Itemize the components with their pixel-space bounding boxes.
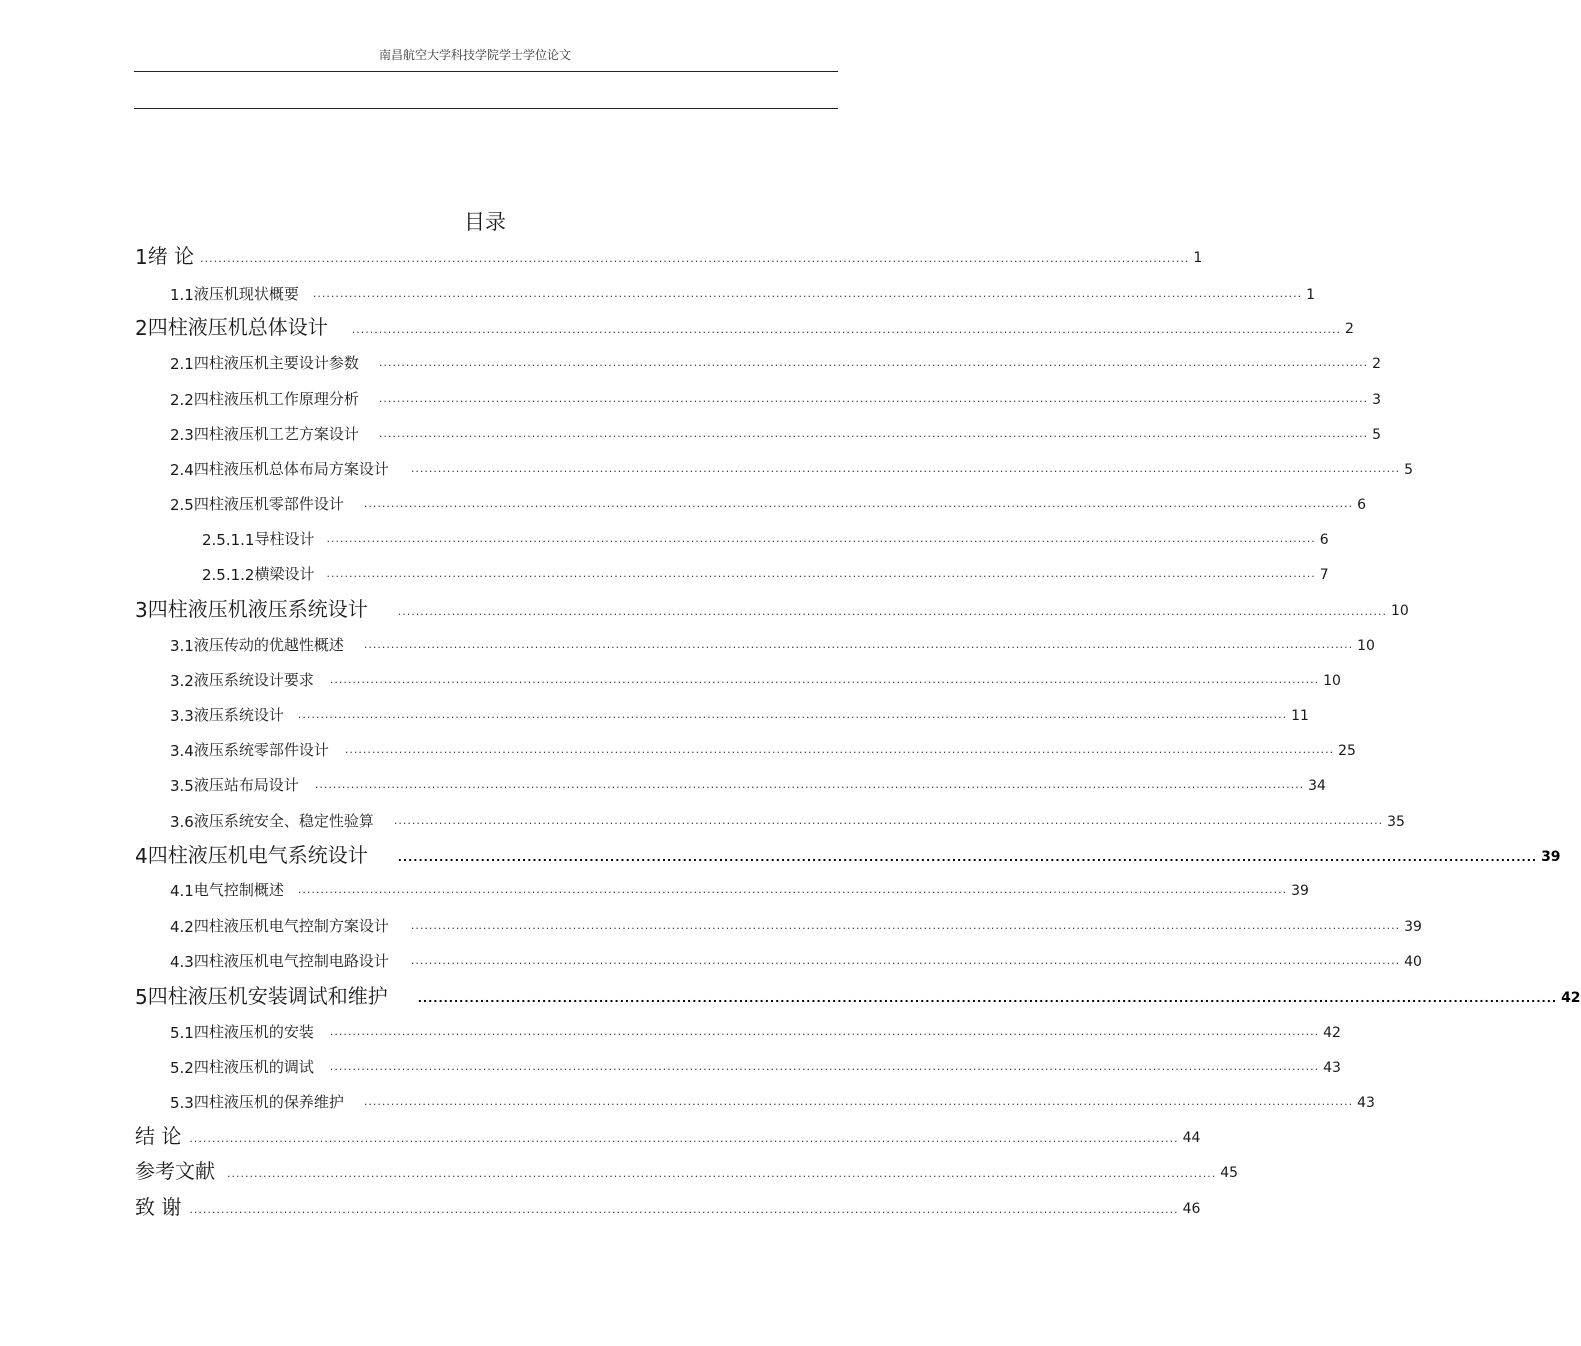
toc-entry-number: 3.1 bbox=[170, 637, 194, 655]
dot-leader: ............................................................................................................................................................................................................................ bbox=[363, 497, 1354, 510]
toc-entry-number: 3.5 bbox=[170, 777, 194, 795]
toc-entry-page: 46 bbox=[1182, 1201, 1201, 1217]
toc-entry-label: 四柱液压机安装调试和维护 bbox=[147, 984, 388, 1008]
toc-entry-label: 四柱液压机电气控制电路设计 bbox=[193, 952, 389, 970]
toc-entry-number: 3.6 bbox=[170, 813, 194, 831]
toc-entry-label: 致 谢 bbox=[135, 1195, 182, 1219]
toc-entry-page: 5 bbox=[1372, 427, 1382, 443]
dot-leader: ............................................................................................................................................................................................................................ bbox=[326, 567, 1316, 580]
dot-leader: ............................................................................................................................................................................................................................ bbox=[314, 778, 1305, 791]
toc-entry-number: 5 bbox=[135, 985, 148, 1009]
toc-entry-3-1[interactable] bbox=[170, 633, 1375, 655]
toc-entry-number: 2.5.1.2 bbox=[202, 566, 255, 584]
toc-entry-number: 2.1 bbox=[170, 355, 194, 373]
toc-entry-number: 2.3 bbox=[170, 426, 194, 444]
dot-leader: ............................................................................................................................................................................................................................ bbox=[189, 1203, 1179, 1216]
toc-entry-1-1[interactable] bbox=[170, 282, 1316, 304]
toc-entry-label: 电气控制概述 bbox=[193, 881, 284, 899]
header-rule-bottom bbox=[134, 108, 838, 109]
toc-entry-label: 四柱液压机的保养维护 bbox=[193, 1093, 344, 1111]
toc-entry-5-1[interactable] bbox=[170, 1020, 1341, 1042]
toc-entry-page: 2 bbox=[1372, 356, 1382, 372]
toc-entry-page: 5 bbox=[1404, 462, 1414, 478]
toc-entry-4-2[interactable] bbox=[170, 914, 1422, 936]
toc-entry-page: 39 bbox=[1541, 849, 1561, 865]
dot-leader: ............................................................................................................................................................................................................................ bbox=[417, 992, 1558, 1005]
toc-entry-label: 四柱液压机液压系统设计 bbox=[147, 597, 368, 621]
dot-leader: ............................................................................................................................................................................................................................ bbox=[397, 605, 1387, 618]
toc-entry-chapter-5[interactable] bbox=[135, 981, 1581, 1009]
toc-entry-3-5[interactable] bbox=[170, 773, 1326, 795]
toc-entry-label: 四柱液压机主要设计参数 bbox=[193, 354, 359, 372]
toc-entry-page: 45 bbox=[1220, 1165, 1239, 1181]
toc-entry-label: 结 论 bbox=[135, 1124, 182, 1148]
dot-leader: ............................................................................................................................................................................................................................ bbox=[378, 427, 1369, 440]
toc-entry-label: 参考文献 bbox=[135, 1159, 215, 1183]
dot-leader: ............................................................................................................................................................................................................................ bbox=[312, 287, 1303, 300]
dot-leader: ............................................................................................................................................................................................................................ bbox=[378, 392, 1369, 405]
dot-leader: ............................................................................................................................................................................................................................ bbox=[227, 1167, 1217, 1180]
toc-entry-page: 7 bbox=[1319, 567, 1329, 583]
dot-leader: ............................................................................................................................................................................................................................ bbox=[297, 708, 1288, 721]
toc-entry-label: 四柱液压机零部件设计 bbox=[193, 495, 344, 513]
toc-entry-chapter-4[interactable] bbox=[135, 840, 1561, 868]
toc-entry-page: 42 bbox=[1323, 1025, 1341, 1041]
dot-leader: ............................................................................................................................................................................................................................ bbox=[378, 356, 1369, 369]
toc-entry-3-4[interactable] bbox=[170, 738, 1356, 760]
toc-entry-number: 4 bbox=[135, 844, 148, 868]
header-rule-top bbox=[134, 71, 838, 72]
toc-entry-label: 横梁设计 bbox=[254, 565, 315, 583]
toc-entry-label: 四柱液压机总体设计 bbox=[147, 315, 328, 339]
toc-entry-page: 1 bbox=[1306, 287, 1316, 303]
toc-entry-conclusion[interactable] bbox=[135, 1121, 1201, 1149]
toc-entry-2-5-1-1[interactable] bbox=[202, 527, 1329, 549]
dot-leader: ............................................................................................................................................................................................................................ bbox=[200, 252, 1190, 265]
toc-entry-number: 1.1 bbox=[170, 286, 194, 304]
toc-entry-page: 25 bbox=[1338, 743, 1356, 759]
toc-entry-2-4[interactable] bbox=[170, 457, 1414, 479]
toc-title: 目录 bbox=[464, 210, 506, 234]
toc-entry-page: 1 bbox=[1193, 250, 1203, 266]
toc-entry-page: 43 bbox=[1323, 1060, 1341, 1076]
toc-entry-number: 1 bbox=[135, 245, 148, 269]
dot-leader: ............................................................................................................................................................................................................................ bbox=[363, 638, 1354, 651]
toc-entry-page: 34 bbox=[1308, 778, 1326, 794]
dot-leader: ............................................................................................................................................................................................................................ bbox=[189, 1132, 1179, 1145]
toc-entry-label: 液压传动的优越性概述 bbox=[193, 636, 344, 654]
toc-entry-5-3[interactable] bbox=[170, 1090, 1375, 1112]
toc-entry-3-2[interactable] bbox=[170, 668, 1341, 690]
toc-entry-page: 10 bbox=[1323, 673, 1341, 689]
dot-leader: ............................................................................................................................................................................................................................ bbox=[351, 323, 1341, 336]
toc-entry-chapter-2[interactable] bbox=[135, 312, 1354, 340]
toc-entry-number: 4.3 bbox=[170, 953, 194, 971]
toc-entry-label: 液压系统零部件设计 bbox=[193, 741, 329, 759]
toc-entry-label: 四柱液压机的安装 bbox=[193, 1023, 314, 1041]
toc-entry-page: 11 bbox=[1291, 708, 1309, 724]
toc-entry-label: 四柱液压机电气控制方案设计 bbox=[193, 917, 389, 935]
toc-entry-4-1[interactable] bbox=[170, 878, 1309, 900]
toc-entry-5-2[interactable] bbox=[170, 1055, 1341, 1077]
dot-leader: ............................................................................................................................................................................................................................ bbox=[363, 1095, 1354, 1108]
toc-entry-label: 液压系统设计要求 bbox=[193, 671, 314, 689]
header-title: 南昌航空大学科技学院学士学位论文 bbox=[378, 48, 571, 62]
toc-entry-3-3[interactable] bbox=[170, 703, 1309, 725]
dot-leader: ............................................................................................................................................................................................................................ bbox=[329, 1060, 1320, 1073]
toc-entry-chapter-3[interactable] bbox=[135, 594, 1409, 622]
toc-entry-page: 39 bbox=[1291, 883, 1309, 899]
toc-entry-2-1[interactable] bbox=[170, 351, 1382, 373]
toc-entry-4-3[interactable] bbox=[170, 949, 1422, 971]
toc-entry-number: 2.2 bbox=[170, 391, 194, 409]
toc-entry-number: 3 bbox=[135, 598, 148, 622]
dot-leader: ............................................................................................................................................................................................................................ bbox=[410, 919, 1401, 932]
toc-entry-number: 2.5.1.1 bbox=[202, 531, 255, 549]
toc-entry-number: 2.4 bbox=[170, 461, 194, 479]
toc-entry-page: 6 bbox=[1319, 532, 1329, 548]
toc-entry-page: 3 bbox=[1372, 392, 1382, 408]
toc-entry-number: 3.2 bbox=[170, 672, 194, 690]
toc-entry-number: 5.3 bbox=[170, 1094, 194, 1112]
dot-leader: ............................................................................................................................................................................................................................ bbox=[326, 532, 1316, 545]
dot-leader: ............................................................................................................................................................................................................................ bbox=[297, 883, 1288, 896]
toc-entry-number: 4.1 bbox=[170, 882, 194, 900]
toc-entry-number: 4.2 bbox=[170, 918, 194, 936]
toc-entry-label: 绪 论 bbox=[147, 244, 195, 268]
toc-entry-label: 四柱液压机的调试 bbox=[193, 1058, 314, 1076]
dot-leader: ............................................................................................................................................................................................................................ bbox=[393, 814, 1384, 827]
toc-entry-label: 液压机现状概要 bbox=[193, 285, 299, 303]
toc-entry-label: 四柱液压机工艺方案设计 bbox=[193, 425, 359, 443]
toc-entry-2-2[interactable] bbox=[170, 387, 1382, 409]
toc-entry-number: 5.2 bbox=[170, 1059, 194, 1077]
toc-entry-number: 2 bbox=[135, 316, 148, 340]
toc-entry-page: 42 bbox=[1561, 990, 1581, 1006]
dot-leader: ............................................................................................................................................................................................................................ bbox=[344, 743, 1335, 756]
toc-entry-number: 3.4 bbox=[170, 742, 194, 760]
dot-leader: ............................................................................................................................................................................................................................ bbox=[329, 1025, 1320, 1038]
toc-entry-label: 液压系统安全、稳定性验算 bbox=[193, 812, 374, 830]
toc-entry-references[interactable] bbox=[135, 1156, 1239, 1184]
dot-leader: ............................................................................................................................................................................................................................ bbox=[410, 462, 1401, 475]
toc-entry-number: 3.3 bbox=[170, 707, 194, 725]
toc-entry-page: 39 bbox=[1404, 919, 1422, 935]
toc-entry-page: 40 bbox=[1404, 954, 1422, 970]
toc-entry-page: 2 bbox=[1344, 321, 1354, 337]
dot-leader: ............................................................................................................................................................................................................................ bbox=[410, 954, 1401, 967]
toc-entry-label: 导柱设计 bbox=[254, 530, 315, 548]
toc-entry-page: 10 bbox=[1357, 638, 1375, 654]
toc-entry-2-5[interactable] bbox=[170, 492, 1367, 514]
dot-leader: ............................................................................................................................................................................................................................ bbox=[397, 851, 1538, 864]
toc-entry-label: 四柱液压机总体布局方案设计 bbox=[193, 460, 389, 478]
toc-entry-label: 液压站布局设计 bbox=[193, 776, 299, 794]
toc-entry-3-6[interactable] bbox=[170, 809, 1405, 831]
toc-entry-label: 四柱液压机工作原理分析 bbox=[193, 390, 359, 408]
toc-entry-chapter-1[interactable] bbox=[135, 241, 1203, 269]
toc-entry-page: 35 bbox=[1387, 814, 1405, 830]
toc-entry-2-5-1-2[interactable] bbox=[202, 562, 1329, 584]
toc-entry-page: 43 bbox=[1357, 1095, 1375, 1111]
toc-entry-label: 液压系统设计 bbox=[193, 706, 284, 724]
toc-entry-page: 10 bbox=[1390, 603, 1409, 619]
toc-entry-acknowledgements[interactable] bbox=[135, 1192, 1201, 1220]
toc-entry-number: 2.5 bbox=[170, 496, 194, 514]
toc-entry-page: 44 bbox=[1182, 1130, 1201, 1146]
toc-entry-number: 5.1 bbox=[170, 1024, 194, 1042]
toc-entry-label: 四柱液压机电气系统设计 bbox=[147, 843, 368, 867]
toc-entry-2-3[interactable] bbox=[170, 422, 1382, 444]
dot-leader: ............................................................................................................................................................................................................................ bbox=[329, 673, 1320, 686]
toc-entry-page: 6 bbox=[1357, 497, 1367, 513]
